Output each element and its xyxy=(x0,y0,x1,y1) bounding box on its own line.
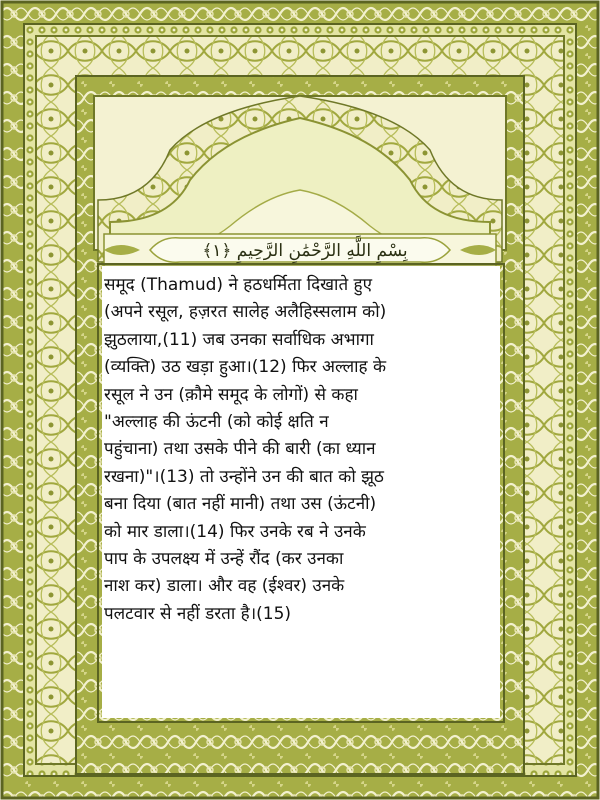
verse-text xyxy=(104,272,498,628)
verse-line: (व्यक्ति) उठ खड़ा हुआ।(12) फिर अल्लाह के xyxy=(104,357,387,378)
bismillah-heading: بِسْمِ اللَّهِ الرَّحْمَٰنِ الرَّحِيمِ ﴿١﴾ xyxy=(202,241,408,261)
verse-line: पहुंचाना) तथा उसके पीने की बारी (का ध्यान xyxy=(104,439,376,460)
verse-line: पाप के उपलक्ष्य में उन्हें रौंद (कर उनका xyxy=(104,549,344,570)
verse-line: बना दिया (बात नहीं मानी) तथा उस (ऊंटनी) xyxy=(104,494,377,515)
verse-line: (अपने रसूल, हज़रत सालेह अलैहिस्सलाम को) xyxy=(104,302,387,323)
verse-line: समूद (Thamud) ने हठधर्मिता दिखाते हुए xyxy=(104,275,372,295)
verse-line: पलटवार से नहीं डरता है।(15) xyxy=(104,603,292,624)
verse-line: को मार डाला।(14) फिर उनके रब ने उनके xyxy=(104,521,366,542)
verse-line: "अल्लाह की ऊंटनी (को कोई क्षति न xyxy=(104,412,329,433)
verse-line: झुठलाया,(11) जब उनका सर्वाधिक अभागा xyxy=(104,329,374,350)
verse-line: रखना)"।(13) तो उन्होंने उन की बात को झूठ xyxy=(104,466,384,487)
verse-line: नाश कर) डाला। और वह (ईश्वर) उनके xyxy=(104,576,345,597)
verse-line: रसूल ने उन (क़ौमे समूद के लोगों) से कहा xyxy=(104,384,358,405)
